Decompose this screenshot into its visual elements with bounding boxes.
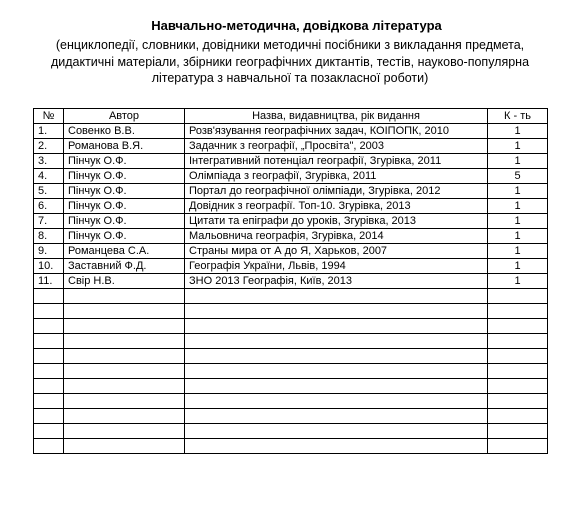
cell-author <box>64 379 185 394</box>
cell-title: ЗНО 2013 Географія, Київ, 2013 <box>185 274 488 289</box>
cell-number <box>34 349 64 364</box>
cell-number <box>34 394 64 409</box>
literature-table <box>33 108 548 454</box>
cell-count <box>488 364 548 379</box>
cell-title: Цитати та епіграфи до уроків, Згурівка, 2013 <box>185 214 488 229</box>
cell-number <box>34 364 64 379</box>
cell-count <box>488 304 548 319</box>
cell-count <box>488 424 548 439</box>
cell-number: 11. <box>34 274 64 289</box>
cell-title: Розв'язування географічних задач, КОІПОПК, 2010 <box>185 124 488 139</box>
cell-author <box>64 394 185 409</box>
cell-title <box>185 379 488 394</box>
table-row-empty <box>34 394 548 409</box>
cell-author <box>64 364 185 379</box>
cell-title <box>185 424 488 439</box>
cell-author: Пінчук О.Ф. <box>64 214 185 229</box>
cell-count: 5 <box>488 169 548 184</box>
cell-count <box>488 289 548 304</box>
cell-title: Довідник з географії. Топ-10. Згурівка, 2013 <box>185 199 488 214</box>
cell-number <box>34 409 64 424</box>
cell-count <box>488 319 548 334</box>
cell-number: 10. <box>34 259 64 274</box>
cell-number: 6. <box>34 199 64 214</box>
page-title: Навчально-методична, довідкова література <box>151 18 442 33</box>
cell-number: 7. <box>34 214 64 229</box>
cell-author: Пінчук О.Ф. <box>64 229 185 244</box>
cell-title <box>185 439 488 454</box>
cell-title: Олімпіада з географії, Згурівка, 2011 <box>185 169 488 184</box>
table-row <box>34 214 548 229</box>
table-row <box>34 139 548 154</box>
table-row-empty <box>34 334 548 349</box>
cell-number: 1. <box>34 124 64 139</box>
table-row <box>34 199 548 214</box>
cell-author <box>64 439 185 454</box>
cell-author <box>64 349 185 364</box>
cell-count: 1 <box>488 139 548 154</box>
cell-author: Заставний Ф.Д. <box>64 259 185 274</box>
table-row-empty <box>34 304 548 319</box>
cell-author <box>64 304 185 319</box>
table-row-empty <box>34 424 548 439</box>
cell-count: 1 <box>488 229 548 244</box>
table-row <box>34 184 548 199</box>
table-row <box>34 259 548 274</box>
table-row-empty <box>34 289 548 304</box>
cell-number <box>34 379 64 394</box>
cell-author <box>64 289 185 304</box>
cell-count <box>488 394 548 409</box>
cell-count: 1 <box>488 274 548 289</box>
table-row-empty <box>34 379 548 394</box>
cell-title <box>185 394 488 409</box>
table-row <box>34 169 548 184</box>
cell-title: Задачник з географії, „Просвіта", 2003 <box>185 139 488 154</box>
cell-title: Інтегративний потенціал географії, Згурівка, 2011 <box>185 154 488 169</box>
cell-author: Пінчук О.Ф. <box>64 199 185 214</box>
cell-count: 1 <box>488 124 548 139</box>
cell-number: 9. <box>34 244 64 259</box>
cell-number <box>34 289 64 304</box>
cell-author: Пінчук О.Ф. <box>64 184 185 199</box>
table-row <box>34 154 548 169</box>
cell-title <box>185 319 488 334</box>
cell-count: 1 <box>488 154 548 169</box>
cell-author: Пінчук О.Ф. <box>64 169 185 184</box>
cell-author: Романова В.Я. <box>64 139 185 154</box>
cell-count: 1 <box>488 259 548 274</box>
header-count: К - ть <box>488 109 548 124</box>
header-title: Назва, видавництва, рік видання <box>185 109 488 124</box>
table-row <box>34 124 548 139</box>
table-row-empty <box>34 319 548 334</box>
cell-author: Свір Н.В. <box>64 274 185 289</box>
cell-number: 3. <box>34 154 64 169</box>
cell-author <box>64 319 185 334</box>
cell-title <box>185 304 488 319</box>
cell-title: Мальовнича географія, Згурівка, 2014 <box>185 229 488 244</box>
table-row-empty <box>34 364 548 379</box>
table-row <box>34 229 548 244</box>
cell-number <box>34 304 64 319</box>
table-body <box>34 124 548 454</box>
cell-title <box>185 364 488 379</box>
cell-title <box>185 349 488 364</box>
cell-author <box>64 409 185 424</box>
cell-number: 2. <box>34 139 64 154</box>
cell-count <box>488 349 548 364</box>
cell-title <box>185 289 488 304</box>
cell-count: 1 <box>488 199 548 214</box>
cell-author: Пінчук О.Ф. <box>64 154 185 169</box>
table-row-empty <box>34 409 548 424</box>
cell-number: 5. <box>34 184 64 199</box>
cell-number <box>34 334 64 349</box>
cell-number: 4. <box>34 169 64 184</box>
cell-author: Романцева С.А. <box>64 244 185 259</box>
cell-count <box>488 409 548 424</box>
header-author: Автор <box>64 109 185 124</box>
cell-author: Совенко В.В. <box>64 124 185 139</box>
cell-title <box>185 334 488 349</box>
cell-count <box>488 439 548 454</box>
table-header-row <box>34 109 548 124</box>
cell-count: 1 <box>488 244 548 259</box>
cell-title: Портал до географічної олімпіади, Згурівка, 2012 <box>185 184 488 199</box>
cell-count <box>488 379 548 394</box>
table-row-empty <box>34 349 548 364</box>
cell-author <box>64 334 185 349</box>
cell-title: Страны мира от А до Я, Харьков, 2007 <box>185 244 488 259</box>
header-number: № <box>34 109 64 124</box>
cell-title <box>185 409 488 424</box>
cell-title: Географія України, Львів, 1994 <box>185 259 488 274</box>
cell-author <box>64 424 185 439</box>
table-row-empty <box>34 439 548 454</box>
cell-number: 8. <box>34 229 64 244</box>
cell-number <box>34 439 64 454</box>
cell-number <box>34 424 64 439</box>
cell-count: 1 <box>488 184 548 199</box>
page-subtitle: (енциклопедії, словники, довідники методичні посібники з викладання предмета, дидактичні матеріали, збірники географічних диктантів, тестів, науково-популярна література з навчальної та позакласної роботи) <box>50 38 530 85</box>
cell-number <box>34 319 64 334</box>
cell-count: 1 <box>488 214 548 229</box>
table-row <box>34 244 548 259</box>
cell-count <box>488 334 548 349</box>
table-row <box>34 274 548 289</box>
